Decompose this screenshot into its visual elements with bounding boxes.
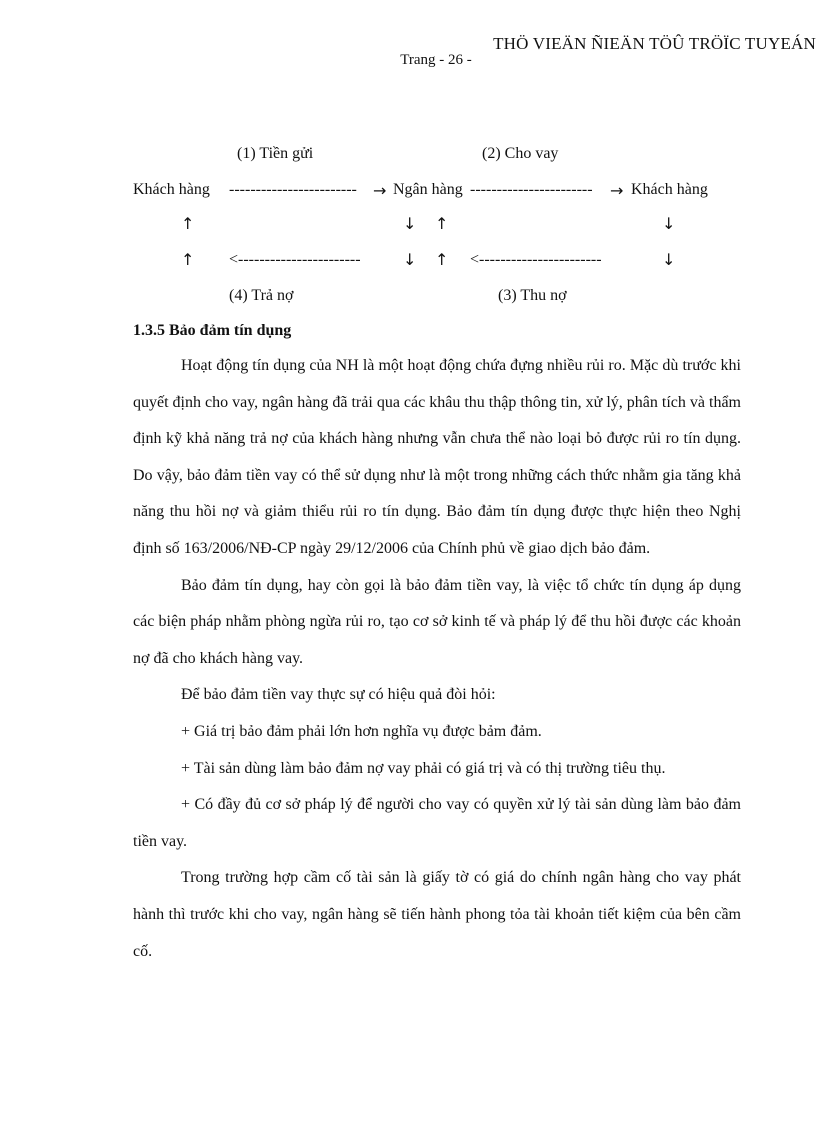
arrow-up-icon: ↑ bbox=[181, 250, 195, 269]
paragraph: Bảo đảm tín dụng, hay còn gọi là bảo đảm tiền vay, là việc tổ chức tín dụng áp dụng các biện pháp nhằm phòng ngừa rủi ro, tạo cơ sở kinh tế và pháp lý để thu hồi được các khoản nợ đã cho khách hàng vay. bbox=[133, 576, 741, 667]
arrow-right-icon: → bbox=[610, 181, 624, 200]
label-deposit: (1) Tiền gửi bbox=[237, 145, 314, 162]
label-collection: (3) Thu nợ bbox=[498, 287, 567, 304]
label-lending: (2) Cho vay bbox=[482, 145, 559, 162]
arrow-down-icon: ↓ bbox=[403, 250, 417, 269]
paragraph: Trong trường hợp cầm cố tài sản là giấy tờ có giá do chính ngân hàng cho vay phát hành thì trước khi cho vay, ngân hàng sẽ tiến hành phong tỏa tài khoản tiết kiệm của bên cầm cố. bbox=[133, 869, 741, 960]
list-item: + Tài sản dùng làm bảo đảm nợ vay phải có giá trị và có thị trường tiêu thụ. bbox=[181, 759, 666, 777]
arrow-down-icon: ↓ bbox=[403, 214, 417, 233]
dash-line-top-left: ------------------------ bbox=[229, 181, 357, 198]
node-bank: Ngân hàng bbox=[393, 181, 463, 198]
arrow-down-icon: ↓ bbox=[662, 250, 676, 269]
library-watermark: THÖ VIEÄN ÑIEÄN TÖÛ TRÖÏC TUYEÁN bbox=[493, 34, 816, 53]
node-customer-left: Khách hàng bbox=[133, 181, 210, 198]
node-customer-right: Khách hàng bbox=[631, 181, 708, 198]
section-body bbox=[133, 348, 741, 970]
list-item: + Có đầy đủ cơ sở pháp lý để người cho vay có quyền xử lý tài sản dùng làm bảo đảm tiền vay. bbox=[133, 796, 741, 850]
arrow-down-icon: ↓ bbox=[662, 214, 676, 233]
arrow-right-icon: → bbox=[373, 181, 387, 200]
arrow-up-icon: ↑ bbox=[181, 214, 195, 233]
label-repayment: (4) Trả nợ bbox=[229, 287, 294, 304]
section-heading: 1.3.5 Bảo đảm tín dụng bbox=[133, 322, 292, 339]
dash-line-bottom-right: <----------------------- bbox=[470, 251, 602, 268]
arrow-up-icon: ↑ bbox=[435, 250, 449, 269]
paragraph: Hoạt động tín dụng của NH là một hoạt động chứa đựng nhiều rủi ro. Mặc dù trước khi quyết định cho vay, ngân hàng đã trải qua các khâu thu thập thông tin, xử lý, phân tích và thẩm định kỹ khả năng trả nợ của khách hàng nhưng vẫn chưa thể nào loại bỏ được rủi ro tín dụng. Do vậy, bảo đảm tiền vay có thể sử dụng như là một trong những cách thức nhằm gia tăng khả năng thu hồi nợ và giảm thiểu rủi ro tín dụng. Bảo đảm tín dụng được thực hiện theo Nghị định số 163/2006/NĐ-CP ngày 29/12/2006 của Chính phủ về giao dịch bảo đảm. bbox=[133, 357, 741, 557]
dash-line-bottom-left: <----------------------- bbox=[229, 251, 361, 268]
list-item: + Giá trị bảo đảm phải lớn hơn nghĩa vụ được bảm đảm. bbox=[181, 722, 542, 740]
page-number: Trang - 26 - bbox=[400, 52, 472, 68]
arrow-up-icon: ↑ bbox=[435, 214, 449, 233]
dash-line-top-right: ----------------------- bbox=[470, 181, 593, 198]
paragraph: Để bảo đảm tiền vay thực sự có hiệu quả đòi hỏi: bbox=[181, 686, 496, 704]
